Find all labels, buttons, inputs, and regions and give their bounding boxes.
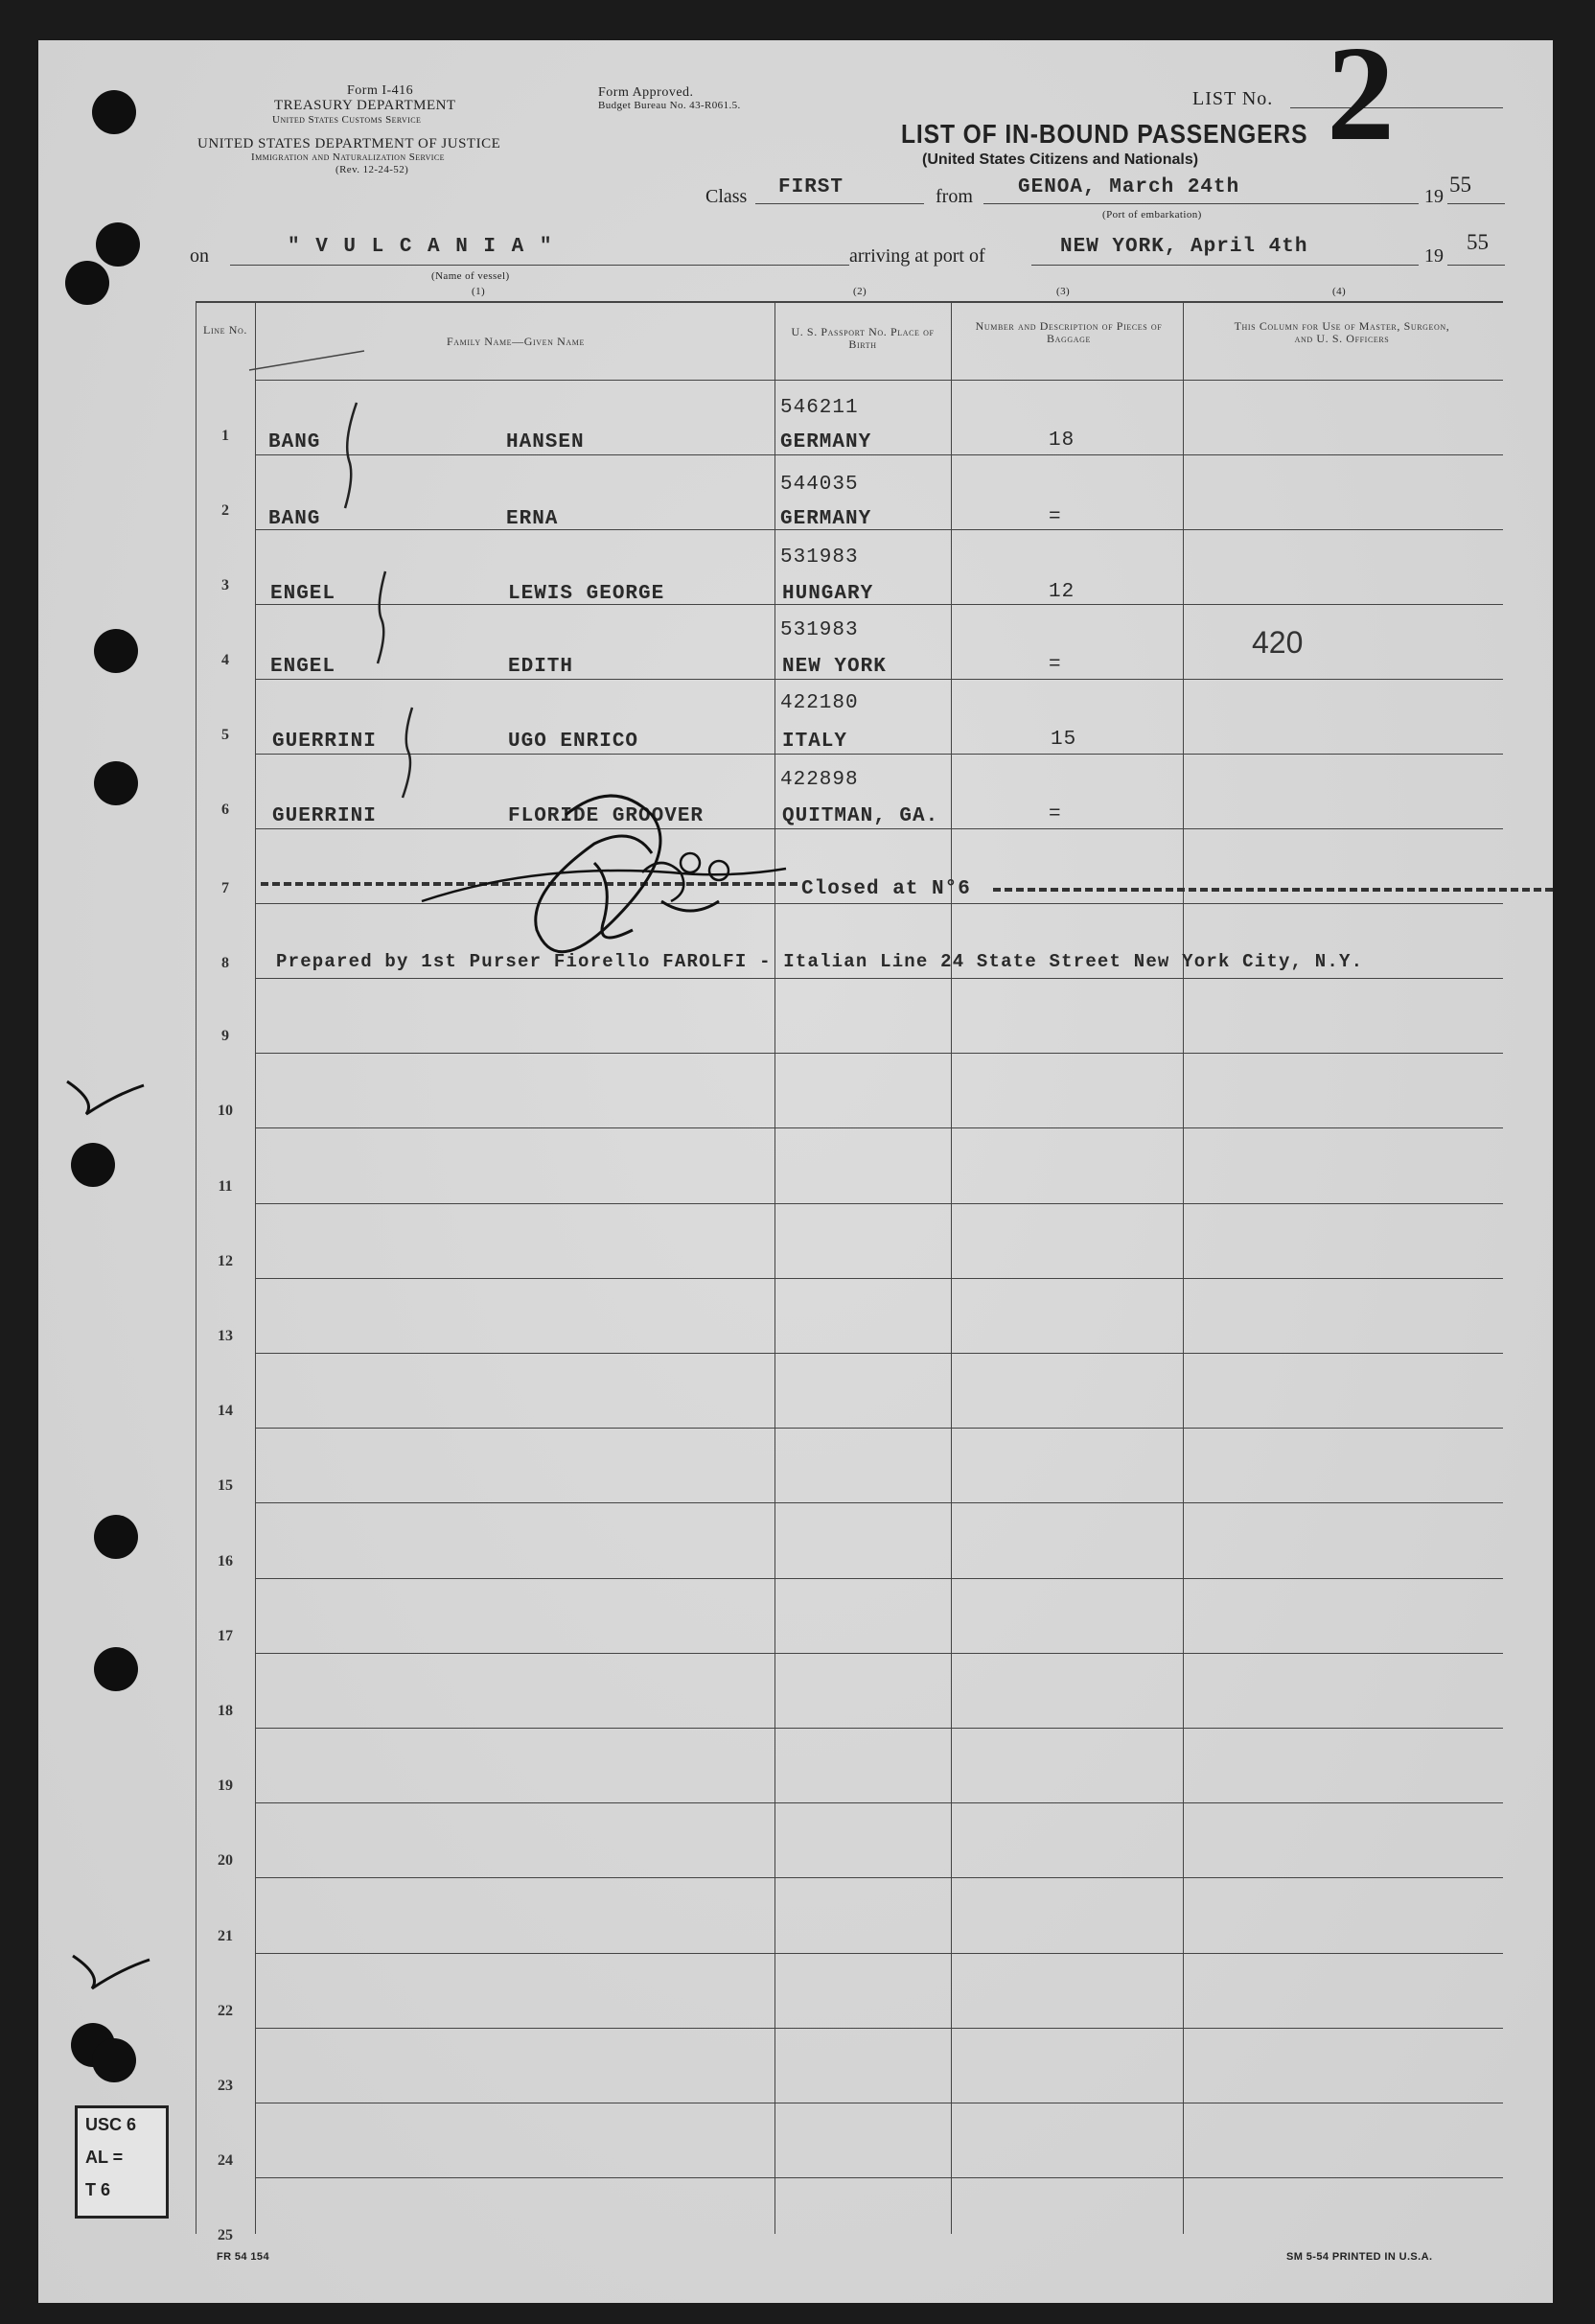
form-number: Form I-416 xyxy=(347,83,414,98)
year-prefix-from: 19 xyxy=(1424,186,1444,207)
family-name: ENGEL xyxy=(270,583,336,605)
column-number-2: (2) xyxy=(853,286,867,297)
place-of-birth: HUNGARY xyxy=(782,583,874,605)
row-rule xyxy=(255,1578,1503,1579)
treasury-dept: TREASURY DEPARTMENT xyxy=(274,98,456,113)
class-value: FIRST xyxy=(778,176,844,198)
header-officers: This Column for Use of Master, Surgeon, and U. S. Officers xyxy=(1234,319,1450,345)
row-rule xyxy=(255,1953,1503,1954)
line-number: 2 xyxy=(221,502,229,519)
row-rule xyxy=(255,1728,1503,1729)
line-number: 6 xyxy=(221,802,229,818)
header-passport: U. S. Passport No. Place of Birth xyxy=(791,325,935,351)
header-family-name: Family Name—Given Name xyxy=(447,335,585,348)
place-of-birth: ITALY xyxy=(782,731,848,753)
baggage-count: 12 xyxy=(1049,581,1075,603)
customs-service: United States Customs Service xyxy=(272,114,422,126)
line-number: 8 xyxy=(221,955,229,971)
year-prefix-arrive: 19 xyxy=(1424,245,1444,267)
family-name: BANG xyxy=(268,431,321,453)
closed-text: Closed at N°6 xyxy=(801,878,971,900)
row-rule xyxy=(255,2177,1503,2178)
list-no-label: LIST No. xyxy=(1192,88,1274,109)
vessel-caption: (Name of vessel) xyxy=(431,270,510,282)
prepared-by-text: Prepared by 1st Purser Fiorello FAROLFI - Italian Line 24 State Street New York City, N.Y. xyxy=(276,951,1364,972)
page-title: LIST OF IN-BOUND PASSENGERS xyxy=(901,119,1308,149)
from-value: GENOA, March 24th xyxy=(1018,176,1240,198)
row-rule xyxy=(255,1353,1503,1354)
from-label: from xyxy=(936,186,973,207)
margin-pencil-marks xyxy=(58,1055,173,2071)
baggage-count: 18 xyxy=(1049,430,1075,452)
line-number: 9 xyxy=(221,1028,229,1045)
line-number: 25 xyxy=(218,2227,233,2244)
line-number: 20 xyxy=(218,1852,233,1870)
revision-date: (Rev. 12-24-52) xyxy=(335,164,409,175)
line-number: 12 xyxy=(218,1252,233,1269)
stamp-line-2: AL = xyxy=(85,2148,124,2167)
row-rule xyxy=(255,2028,1503,2029)
family-name: ENGEL xyxy=(270,656,336,678)
officer-note: 420 xyxy=(1252,625,1304,660)
line-number: 17 xyxy=(218,1627,233,1644)
row-rule xyxy=(255,1203,1503,1204)
line-number: 4 xyxy=(221,652,229,668)
given-name: UGO ENRICO xyxy=(508,731,639,753)
line-number: 11 xyxy=(218,1177,233,1195)
passport-number: 544035 xyxy=(780,474,859,496)
year-arrive: 55 xyxy=(1467,230,1489,254)
given-name: ERNA xyxy=(506,508,559,530)
row-rule xyxy=(255,1053,1503,1054)
column-number-1: (1) xyxy=(472,286,486,297)
place-of-birth: NEW YORK xyxy=(782,656,887,678)
line-number: 3 xyxy=(221,577,229,593)
list-number: 2 xyxy=(1327,17,1395,169)
family-name: GUERRINI xyxy=(272,805,377,827)
justice-dept: UNITED STATES DEPARTMENT OF JUSTICE xyxy=(197,136,501,151)
purser-signature xyxy=(403,757,805,959)
passport-number: 546211 xyxy=(780,397,859,419)
line-number: 23 xyxy=(218,2078,233,2094)
form-approved: Form Approved. xyxy=(598,85,694,100)
line-number: 24 xyxy=(218,2152,233,2170)
place-of-birth: GERMANY xyxy=(780,508,872,530)
line-number: 19 xyxy=(218,1778,233,1795)
row-rule xyxy=(255,1802,1503,1803)
year-from: 55 xyxy=(1449,173,1471,197)
row-rule xyxy=(255,1502,1503,1503)
given-name: EDITH xyxy=(508,656,574,678)
page-subtitle: (United States Citizens and Nationals) xyxy=(922,151,1199,168)
given-name: HANSEN xyxy=(506,431,585,453)
closed-dashes-right xyxy=(993,888,1553,892)
given-name: FLORIDE GROOVER xyxy=(508,805,705,827)
baggage-count: 15 xyxy=(1051,729,1077,751)
class-label: Class xyxy=(705,186,748,207)
embark-caption: (Port of embarkation) xyxy=(1102,209,1202,221)
row-rule xyxy=(255,1877,1503,1878)
footer-form-code: FR 54 154 xyxy=(217,2251,269,2263)
line-number: 15 xyxy=(218,1477,233,1495)
line-number: 16 xyxy=(218,1552,233,1569)
row-rule xyxy=(255,1278,1503,1279)
arriving-label: arriving at port of xyxy=(849,245,985,267)
place-of-birth: GERMANY xyxy=(780,431,872,453)
line-number: 14 xyxy=(218,1403,233,1420)
audit-stamp xyxy=(75,2105,169,2219)
budget-bureau: Budget Bureau No. 43-R061.5. xyxy=(598,100,741,111)
passport-number: 422898 xyxy=(780,769,859,791)
baggage-count: = xyxy=(1049,506,1062,528)
on-label: on xyxy=(190,245,209,267)
passport-number: 422180 xyxy=(780,692,859,714)
passport-number: 531983 xyxy=(780,546,859,569)
family-name: BANG xyxy=(268,508,321,530)
baggage-count: = xyxy=(1049,654,1062,676)
row-rule xyxy=(255,1653,1503,1654)
family-name: GUERRINI xyxy=(272,731,377,753)
column-number-4: (4) xyxy=(1332,286,1347,297)
line-number: 22 xyxy=(218,2002,233,2019)
line-number: 5 xyxy=(221,727,229,743)
line-number: 21 xyxy=(218,1927,233,1944)
stamp-line-3: T 6 xyxy=(85,2180,111,2199)
given-name: LEWIS GEORGE xyxy=(508,583,665,605)
ins-service: Immigration and Naturalization Service xyxy=(251,151,445,163)
footer-printed: SM 5-54 PRINTED IN U.S.A. xyxy=(1286,2251,1433,2263)
baggage-count: = xyxy=(1049,803,1062,825)
passport-number: 531983 xyxy=(780,619,859,641)
line-number: 7 xyxy=(221,880,229,896)
place-of-birth: QUITMAN, GA. xyxy=(782,805,939,827)
line-number: 1 xyxy=(221,428,229,444)
header-line-no: Line No. xyxy=(203,323,247,337)
row-rule xyxy=(255,1127,1503,1128)
row-rule xyxy=(255,978,1503,979)
line-number: 13 xyxy=(218,1328,233,1344)
stamp-line-1: USC 6 xyxy=(85,2115,137,2134)
column-number-3: (3) xyxy=(1056,286,1071,297)
line-number: 10 xyxy=(218,1103,233,1120)
arriving-value: NEW YORK, April 4th xyxy=(1060,236,1308,258)
line-number: 18 xyxy=(218,1703,233,1719)
header-baggage: Number and Description of Pieces of Baggage xyxy=(975,319,1163,345)
row-rule xyxy=(255,1428,1503,1429)
vessel-name: " V U L C A N I A " xyxy=(288,236,554,258)
